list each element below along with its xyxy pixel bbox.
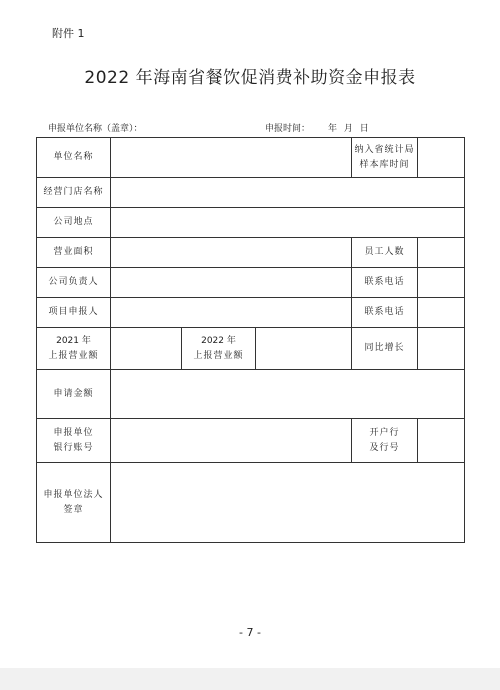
store-name-field[interactable] (111, 178, 465, 208)
store-name-label: 经营门店名称 (37, 178, 111, 208)
applicant-phone-label: 联系电话 (352, 298, 418, 328)
business-area-label: 营业面积 (37, 238, 111, 268)
revenue-2022-field[interactable] (256, 328, 352, 370)
bank-field[interactable] (418, 419, 465, 463)
table-row (37, 178, 465, 208)
revenue-2022-label-line1: 2022 年 (201, 336, 236, 347)
employee-count-label: 员工人数 (352, 238, 418, 268)
company-address-field[interactable] (111, 208, 465, 238)
signature-field[interactable] (111, 463, 465, 543)
bank-label-line1: 开户行 (369, 428, 400, 439)
viewer-bottom-band (0, 668, 500, 690)
bank-account-field[interactable] (111, 419, 352, 463)
applicant-unit-label: 申报单位名称（盖章）： (48, 124, 143, 134)
bank-account-label (37, 419, 111, 463)
contact-phone-field[interactable] (418, 268, 465, 298)
company-head-field[interactable] (111, 268, 352, 298)
employee-count-field[interactable] (418, 238, 465, 268)
yoy-growth-label: 同比增长 (352, 328, 418, 370)
table-row (37, 238, 465, 268)
company-address-label: 公司地点 (37, 208, 111, 238)
yoy-growth-field[interactable] (418, 328, 465, 370)
application-form-table (36, 137, 465, 543)
revenue-2021-label-line2: 上报营业额 (48, 350, 99, 361)
contact-phone-label: 联系电话 (352, 268, 418, 298)
application-time-label: 申报时间： (265, 124, 311, 134)
application-date-placeholder: 年 月 日 (328, 124, 369, 134)
table-row (37, 370, 465, 419)
apply-amount-label: 申请金额 (37, 370, 111, 419)
revenue-2021-field[interactable] (111, 328, 182, 370)
revenue-2022-label (182, 328, 256, 370)
project-applicant-field[interactable] (111, 298, 352, 328)
business-area-field[interactable] (111, 238, 352, 268)
page-number: - 7 - (239, 626, 261, 639)
bank-label (352, 419, 418, 463)
company-head-label: 公司负责人 (37, 268, 111, 298)
table-row (37, 328, 465, 370)
applicant-phone-field[interactable] (418, 298, 465, 328)
table-row (37, 419, 465, 463)
signature-label-line1: 申报单位法人 (43, 490, 104, 501)
table-row (37, 268, 465, 298)
signature-label-line2: 签章 (63, 504, 84, 515)
unit-name-field[interactable] (111, 138, 352, 178)
revenue-2021-label (37, 328, 111, 370)
included-time-label (352, 138, 418, 178)
table-row (37, 208, 465, 238)
signature-label (37, 463, 111, 543)
project-applicant-label: 项目申报人 (37, 298, 111, 328)
included-time-field[interactable] (418, 138, 465, 178)
unit-name-label: 单位名称 (37, 138, 111, 178)
bank-label-line2: 及行号 (369, 442, 400, 453)
bank-account-label-line2: 银行账号 (53, 442, 94, 453)
revenue-2021-label-line1: 2021 年 (56, 336, 91, 347)
table-row (37, 298, 465, 328)
attachment-label: 附件 1 (52, 27, 85, 40)
bank-account-label-line1: 申报单位 (53, 428, 94, 439)
apply-amount-field[interactable] (111, 370, 465, 419)
table-row (37, 138, 465, 178)
document-title: 2022 年海南省餐饮促消费补助资金申报表 (84, 68, 416, 88)
included-time-label-line2: 样本库时间 (359, 159, 410, 170)
revenue-2022-label-line2: 上报营业额 (193, 350, 244, 361)
table-row (37, 463, 465, 543)
included-time-label-line1: 纳入省统计局 (354, 145, 415, 156)
